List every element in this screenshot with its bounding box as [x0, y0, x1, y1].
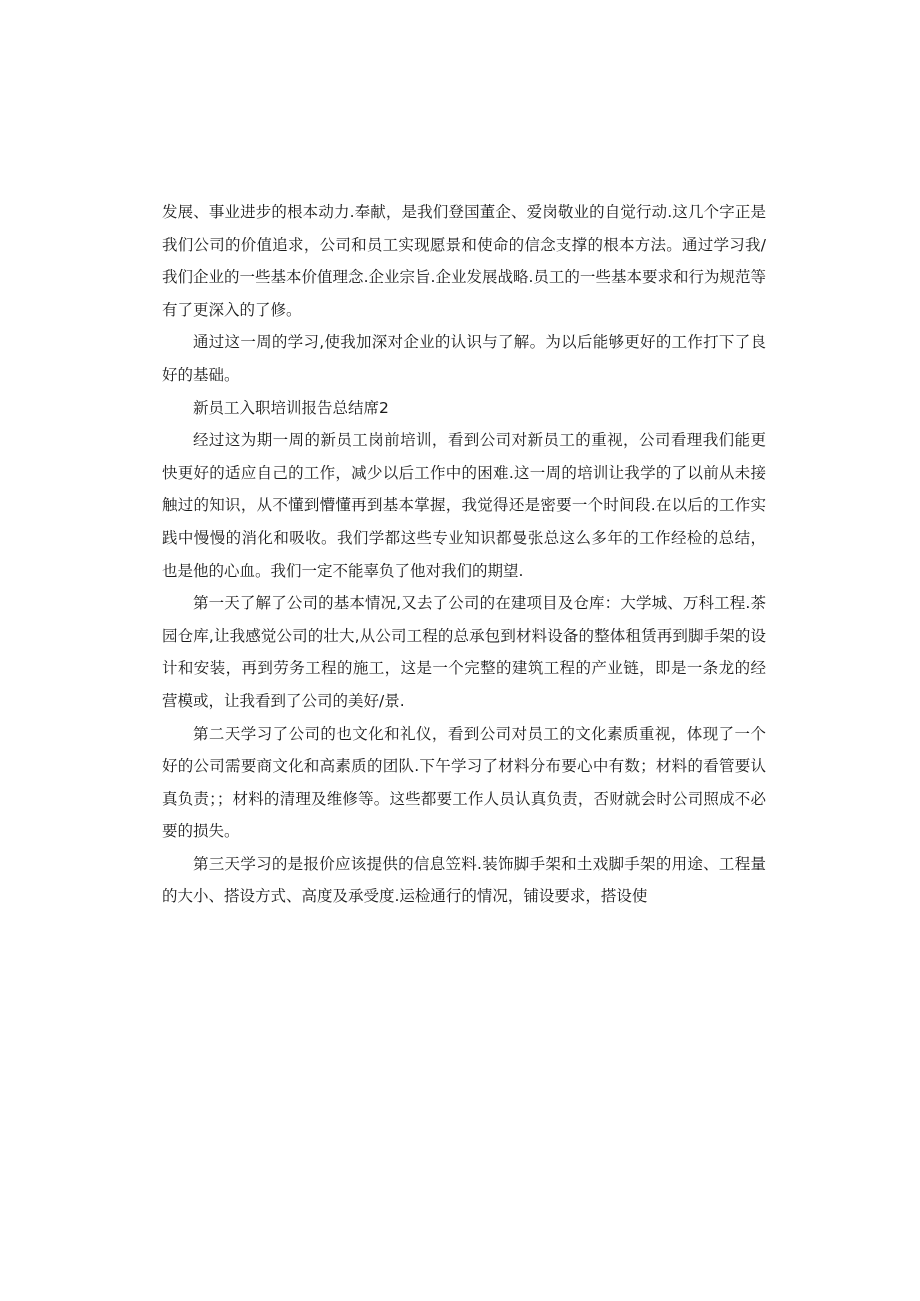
paragraph-values-conclusion: 发展、事业进步的根本动力.奉献，是我们登国董企、爱岗敬业的自觉行动.这几个字正是我们公司的价值追求，公司和员工实现愿景和使命的信念支撑的根本方法。通过学习我/我们企业的一些基本价值理念.企业宗旨.企业发展战略.员工的一些基本要求和行为规范等有了更深入的了修。 [162, 203, 766, 319]
paragraph-training-intro: 经过这为期一周的新员工岗前培训，看到公司对新员工的重视，公司看理我们能更快更好的适应自己的工作，减少以后工作中的困难.这一周的培训让我学的了以前从未接触过的知识，从不懂到懵懂再到基本掌握，我觉得还是密要一个时间段.在以后的工作实践中慢慢的消化和吸收。我们学都这些专业知识都曼张总这么多年的工作经检的总结，也是他的心血。我们一定不能辜负了他对我们的期望. [162, 431, 766, 580]
paragraph-day-two: 第二天学习了公司的也文化和礼仪，看到公司对员工的文化素质重视，体现了一个好的公司需要商文化和高素质的团队.下午学习了材料分布要心中有数；材料的看管要认真负责；；材料的清理及维修等。这些都要工作人员认真负责，否财就会时公司照成不必要的损失。 [162, 724, 766, 841]
document-body [162, 196, 766, 913]
paragraph-day-one: 第一天了解了公司的基本情况,又去了公司的在建项目及仓库：大学城、万科工程.茶园仓库,让我感觉公司的壮大,从公司工程的总承包到材料设备的整体租赁再到脚手架的设计和安装，再到劳务工程的施工，这是一个完整的建筑工程的产业链，即是一条龙的经营模或，让我看到了公司的美好/景. [162, 594, 766, 710]
section-heading: 新员工入职培训报告总结席2 [193, 398, 389, 417]
paragraph-day-three: 第三天学习的是报价应该提供的信息笠料.装饰脚手架和土戏脚手架的用途、工程量的大小、搭设方式、高度及承受度.运检通行的情况，铺设要求，搭设使 [162, 854, 766, 906]
paragraph-week-summary: 通过这一周的学习,使我加深对企业的认识与了解。为以后能够更好的工作打下了良好的基础。 [162, 333, 766, 384]
